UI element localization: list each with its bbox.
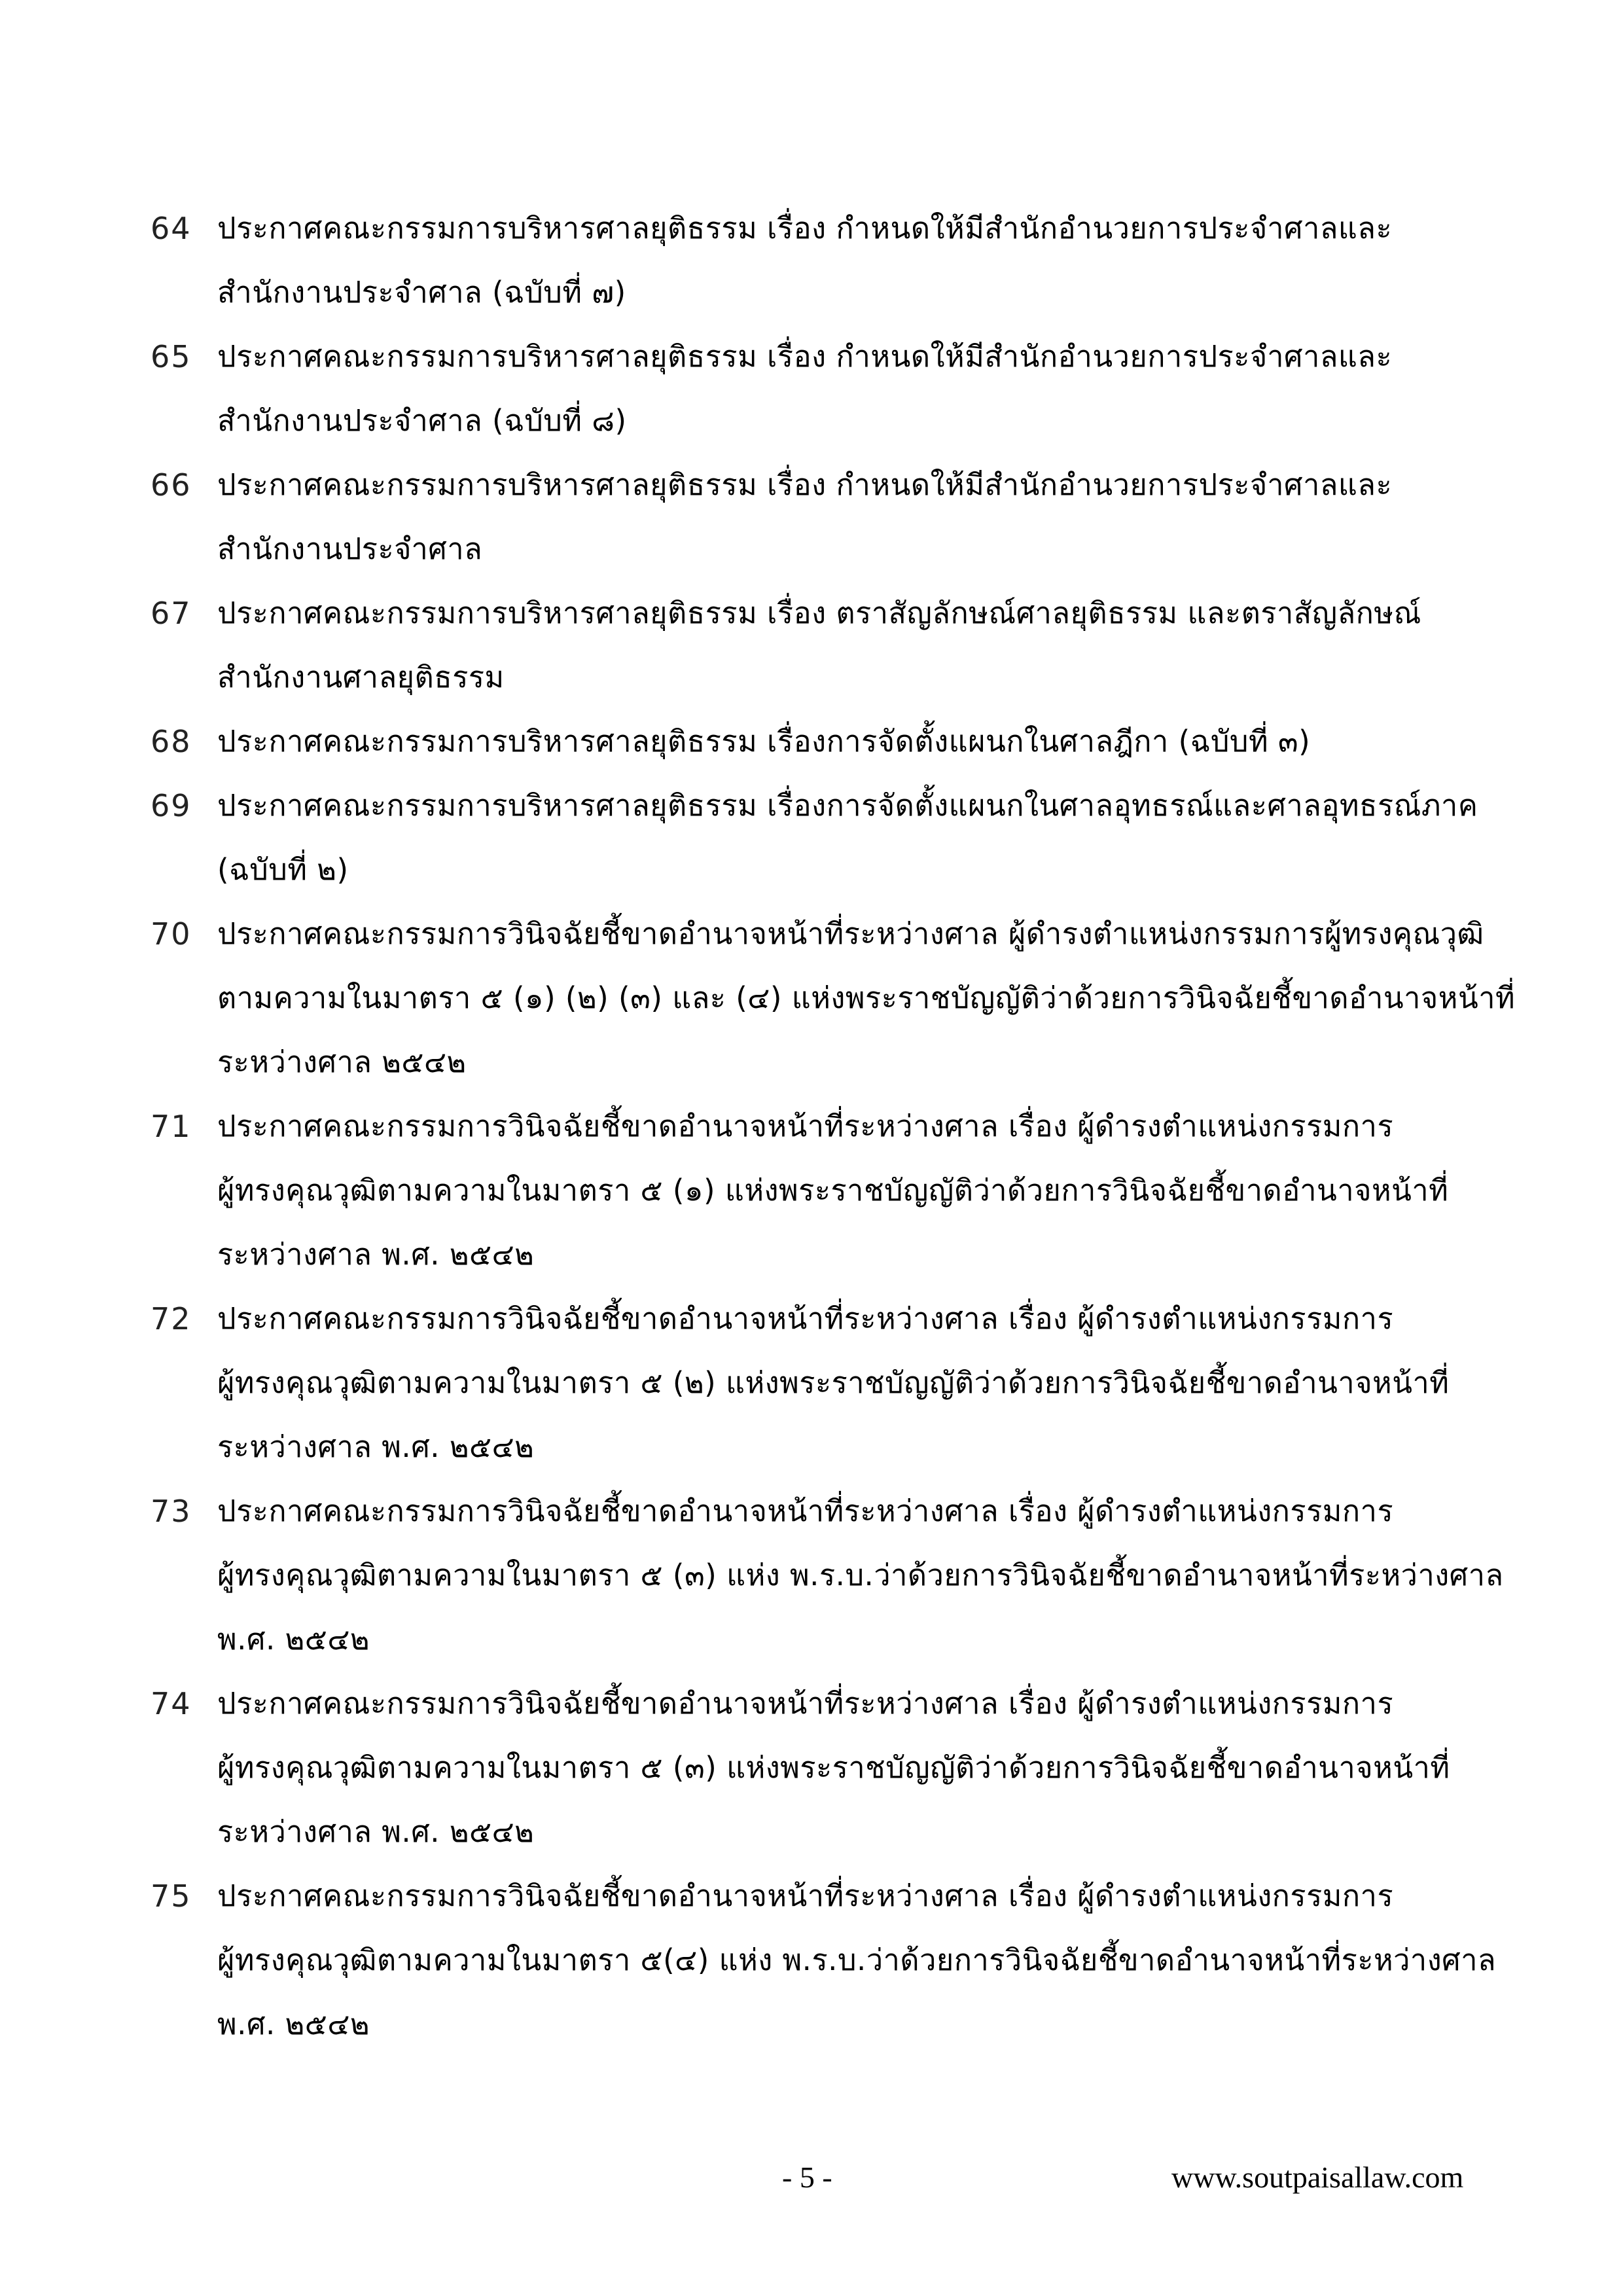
item-text: [217, 453, 1525, 581]
item-text-line: ตามความในมาตรา ๕ (๑) (๒) (๓) และ (๔) แห่งพระราชบัญญัติว่าด้วยการวินิจฉัยชี้ขาดอำนาจหน้าที่: [217, 980, 1516, 1015]
item-text-line: สำนักงานประจำศาล (ฉบับที่ ๘): [217, 403, 627, 438]
list-item: [151, 196, 1525, 325]
item-text: [217, 1672, 1525, 1864]
list-item: [151, 1672, 1525, 1864]
item-text-line: ประกาศคณะกรรมการวินิจฉัยชี้ขาดอำนาจหน้าที่ระหว่างศาล เรื่อง ผู้ดำรงตำแหน่งกรรมการ: [217, 1301, 1394, 1336]
list-item: [151, 1094, 1525, 1287]
item-text-line: ระหว่างศาล พ.ศ. ๒๕๔๒: [217, 1429, 535, 1464]
item-text-line: พ.ศ. ๒๕๔๒: [217, 1622, 370, 1657]
item-text-line: ผู้ทรงคุณวุฒิตามความในมาตรา ๕ (๓) แห่งพระราชบัญญัติว่าด้วยการวินิจฉัยชี้ขาดอำนาจหน้าที่: [217, 1750, 1450, 1785]
item-text-line: ผู้ทรงคุณวุฒิตามความในมาตรา ๕ (๓) แห่ง พ.ร.บ.ว่าด้วยการวินิจฉัยชี้ขาดอำนาจหน้าที่ระหว่างศาล: [217, 1558, 1504, 1592]
item-text: [217, 325, 1525, 453]
item-text: [217, 1094, 1525, 1287]
item-text: [217, 1479, 1525, 1672]
item-text: [217, 774, 1525, 902]
item-number: 70: [151, 916, 192, 952]
item-text: [217, 902, 1525, 1094]
item-text: [217, 196, 1525, 325]
list-item: [151, 774, 1525, 902]
regulation-list: [151, 196, 1525, 2056]
item-text-line: ประกาศคณะกรรมการวินิจฉัยชี้ขาดอำนาจหน้าที่ระหว่างศาล เรื่อง ผู้ดำรงตำแหน่งกรรมการ: [217, 1494, 1394, 1528]
item-text-line: ผู้ทรงคุณวุฒิตามความในมาตรา ๕(๔) แห่ง พ.ร.บ.ว่าด้วยการวินิจฉัยชี้ขาดอำนาจหน้าที่ระหว่างศาล: [217, 1943, 1497, 1977]
list-item: [151, 453, 1525, 581]
item-text-line: สำนักงานประจำศาล: [217, 531, 483, 566]
item-text-line: ประกาศคณะกรรมการบริหารศาลยุติธรรม เรื่อง ตราสัญลักษณ์ศาลยุติธรรม และตราสัญลักษณ์: [217, 596, 1421, 630]
item-text-line: ประกาศคณะกรรมการวินิจฉัยชี้ขาดอำนาจหน้าที่ระหว่างศาล เรื่อง ผู้ดำรงตำแหน่งกรรมการ: [217, 1109, 1394, 1143]
item-text-line: ระหว่างศาล ๒๕๔๒: [217, 1045, 467, 1079]
page-number: - 5 -: [782, 2161, 832, 2194]
item-text-line: ระหว่างศาล พ.ศ. ๒๕๔๒: [217, 1237, 535, 1272]
item-text-line: ประกาศคณะกรรมการวินิจฉัยชี้ขาดอำนาจหน้าที่ระหว่างศาล เรื่อง ผู้ดำรงตำแหน่งกรรมการ: [217, 1878, 1394, 1913]
item-text-line: (ฉบับที่ ๒): [217, 852, 349, 887]
item-number: 66: [151, 467, 192, 503]
website-url: www.soutpaisallaw.com: [1171, 2161, 1464, 2194]
list-item: [151, 325, 1525, 453]
item-number: 71: [151, 1109, 192, 1144]
item-text-line: สำนักงานประจำศาล (ฉบับที่ ๗): [217, 275, 626, 310]
item-number: 72: [151, 1301, 192, 1336]
list-item: [151, 709, 1525, 774]
item-text-line: ประกาศคณะกรรมการบริหารศาลยุติธรรม เรื่องการจัดตั้งแผนกในศาลฎีกา (ฉบับที่ ๓): [217, 724, 1311, 759]
item-number: 67: [151, 596, 192, 631]
item-number: 64: [151, 211, 192, 246]
item-text-line: ประกาศคณะกรรมการบริหารศาลยุติธรรม เรื่อง กำหนดให้มีสำนักอำนวยการประจำศาลและ: [217, 211, 1393, 245]
item-text-line: ผู้ทรงคุณวุฒิตามความในมาตรา ๕ (๑) แห่งพระราชบัญญัติว่าด้วยการวินิจฉัยชี้ขาดอำนาจหน้าที่: [217, 1173, 1449, 1208]
item-text: [217, 581, 1525, 709]
item-text-line: ประกาศคณะกรรมการบริหารศาลยุติธรรม เรื่อง กำหนดให้มีสำนักอำนวยการประจำศาลและ: [217, 339, 1393, 374]
item-number: 68: [151, 724, 192, 759]
item-number: 74: [151, 1686, 192, 1721]
item-number: 65: [151, 339, 192, 374]
item-number: 73: [151, 1494, 192, 1529]
item-text-line: ประกาศคณะกรรมการวินิจฉัยชี้ขาดอำนาจหน้าที่ระหว่างศาล ผู้ดำรงตำแหน่งกรรมการผู้ทรงคุณวุฒิ: [217, 916, 1484, 951]
item-number: 75: [151, 1878, 192, 1914]
item-text-line: ผู้ทรงคุณวุฒิตามความในมาตรา ๕ (๒) แห่งพระราชบัญญัติว่าด้วยการวินิจฉัยชี้ขาดอำนาจหน้าที่: [217, 1365, 1450, 1400]
item-text: [217, 1287, 1525, 1479]
item-number: 69: [151, 788, 192, 823]
item-text-line: ระหว่างศาล พ.ศ. ๒๕๔๒: [217, 1814, 535, 1849]
item-text-line: ประกาศคณะกรรมการบริหารศาลยุติธรรม เรื่องการจัดตั้งแผนกในศาลอุทธรณ์และศาลอุทธรณ์ภาค: [217, 788, 1478, 823]
list-item: [151, 581, 1525, 709]
list-item: [151, 1287, 1525, 1479]
list-item: [151, 902, 1525, 1094]
list-item: [151, 1479, 1525, 1672]
item-text-line: สำนักงานศาลยุติธรรม: [217, 660, 505, 694]
item-text-line: ประกาศคณะกรรมการบริหารศาลยุติธรรม เรื่อง กำหนดให้มีสำนักอำนวยการประจำศาลและ: [217, 467, 1393, 502]
item-text: [217, 1864, 1525, 2056]
item-text-line: พ.ศ. ๒๕๔๒: [217, 2007, 370, 2041]
item-text-line: ประกาศคณะกรรมการวินิจฉัยชี้ขาดอำนาจหน้าที่ระหว่างศาล เรื่อง ผู้ดำรงตำแหน่งกรรมการ: [217, 1686, 1394, 1721]
list-item: [151, 1864, 1525, 2056]
item-text: [217, 709, 1525, 774]
